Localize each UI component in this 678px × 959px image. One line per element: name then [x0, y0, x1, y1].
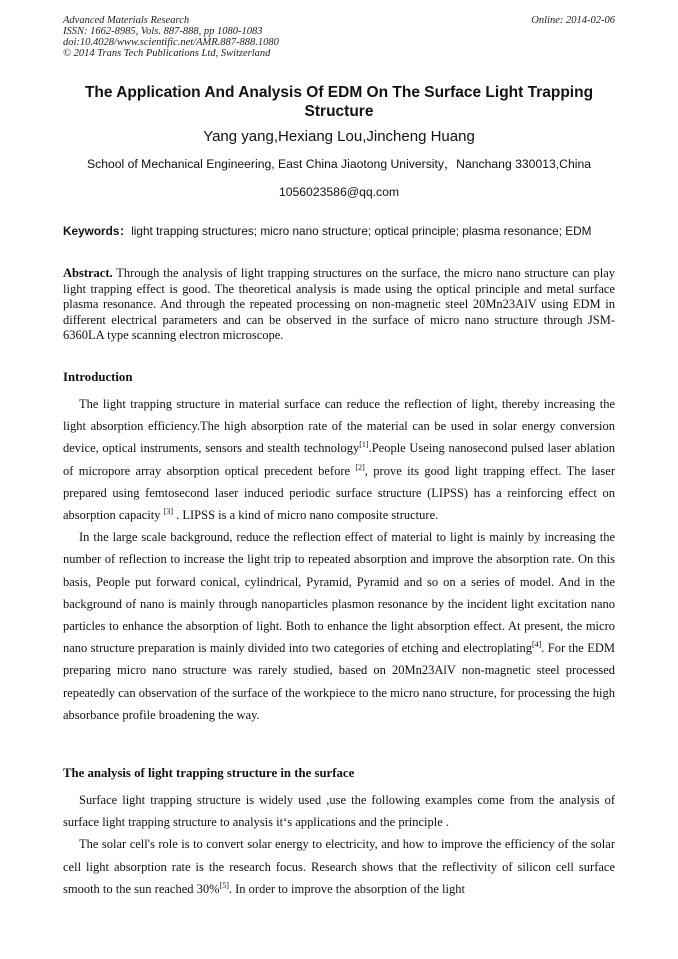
intro-p2-text-2: . For the EDM preparing micro nano structure was rarely studied, based on 20Mn23AlV non-magnetic steel processed repeatedly can observation of the surface of the workpiece to the micro nano structure, for processing the high absorbance profile broadening the way. — [63, 641, 615, 722]
keywords-label: Keywords： — [63, 224, 132, 238]
analysis-paragraph-1: Surface light trapping structure is widely used ,use the following examples come from the analysis of surface light trapping structure to analysis it‘s applications and the principle . — [63, 793, 615, 830]
citation-4: [4] — [531, 640, 542, 650]
paper-title: The Application And Analysis Of EDM On The Surface Light Trapping Structure — [84, 84, 594, 120]
journal-name: Advanced Materials Research — [63, 15, 190, 26]
author-list: Yang yang,Hexiang Lou,Jincheng Huang — [203, 128, 475, 145]
intro-p1-text-1: The light trapping structure in material surface can reduce the reflection of light, thereby increasing the light absorption efficiency.The high absorption rate of the material can be used in solar energy conversion device, optical instruments, sensors and stealth technology — [63, 397, 615, 456]
affiliation: School of Mechanical Engineering, East China Jiaotong University，Nanchang 330013,China — [86, 157, 592, 171]
citation-2: [2] — [355, 462, 365, 472]
intro-p1-text-2: .People Useing nanosecond pulsed laser ablation of micropore array absorption optical precedent before — [63, 441, 615, 478]
intro-paragraph-1 — [63, 393, 615, 526]
introduction-heading: Introduction — [63, 370, 133, 384]
publication-info — [63, 15, 615, 59]
intro-paragraph-2 — [63, 526, 615, 726]
abstract-block — [63, 266, 615, 344]
keywords-text: light trapping structures; micro nano structure; optical principle; plasma resonance; EDM — [131, 224, 592, 238]
doi-line: doi:10.4028/www.scientific.net/AMR.887-888.1080 — [63, 37, 279, 48]
keywords-block — [63, 224, 615, 238]
copyright-line: © 2014 Trans Tech Publications Ltd, Switzerland — [63, 48, 271, 59]
intro-p1-text-3: , prove its good light trapping effect. The laser prepared using femtosecond laser induced periodic surface structure (LIPSS) has a reinforcing effect on absorption capacity — [63, 463, 615, 523]
citation-3: [3] — [163, 507, 173, 517]
online-date: Online: 2014-02-06 — [531, 15, 615, 26]
citation-1: [1] — [359, 440, 369, 450]
abstract-text: Through the analysis of light trapping structures on the surface, the micro nano structure can play light trapping effect is good. The theoretical analysis is made using the optical principle and metal surface plasma resonance. And through the repeated processing on non-magnetic steel 20Mn23AlV using EDM in different electrical parameters and can be observed in the surface of micro nano structure through JSM-6360LA type scanning electron microscope. — [63, 266, 615, 343]
intro-p2-text-1: In the large scale background, reduce the reflection effect of material to light is mainly by increasing the number of reflection to increase the light trip to repeated absorption and improve the absorption rate. On this basis, People put forward conical, cylindrical, Pyramid, Pyramid and so on a series of model. And in the background of nano is mainly through nanoparticles plasmon resonance by the incident light excitation nano particles to enhance the absorption of light. Both to enhance the light absorption effect. At present, the micro nano structure preparation is mainly divided into two categories of etching and electroplating — [63, 530, 615, 656]
analysis-paragraph-2 — [63, 833, 615, 900]
analysis-p2-text-1: The solar cell's role is to convert solar energy to electricity, and how to improve the efficiency of the solar cell light absorption rate is the research focus. Research shows that the reflectivity of silicon cell surface smooth to the sun reached 30% — [63, 837, 615, 896]
abstract-label: Abstract. — [63, 266, 113, 280]
analysis-heading: The analysis of light trapping structure in the surface — [63, 766, 355, 780]
intro-p1-text-4: . LIPSS is a kind of micro nano composite structure. — [173, 508, 439, 523]
issn-line: ISSN: 1662-8985, Vols. 887-888, pp 1080-1083 — [63, 26, 263, 37]
author-email: 1056023586@qq.com — [278, 185, 400, 199]
introduction-body — [63, 393, 615, 726]
citation-5: [5] — [219, 880, 229, 890]
analysis-body — [63, 789, 615, 900]
analysis-p2-text-2: . In order to improve the absorption of the light — [228, 881, 465, 896]
